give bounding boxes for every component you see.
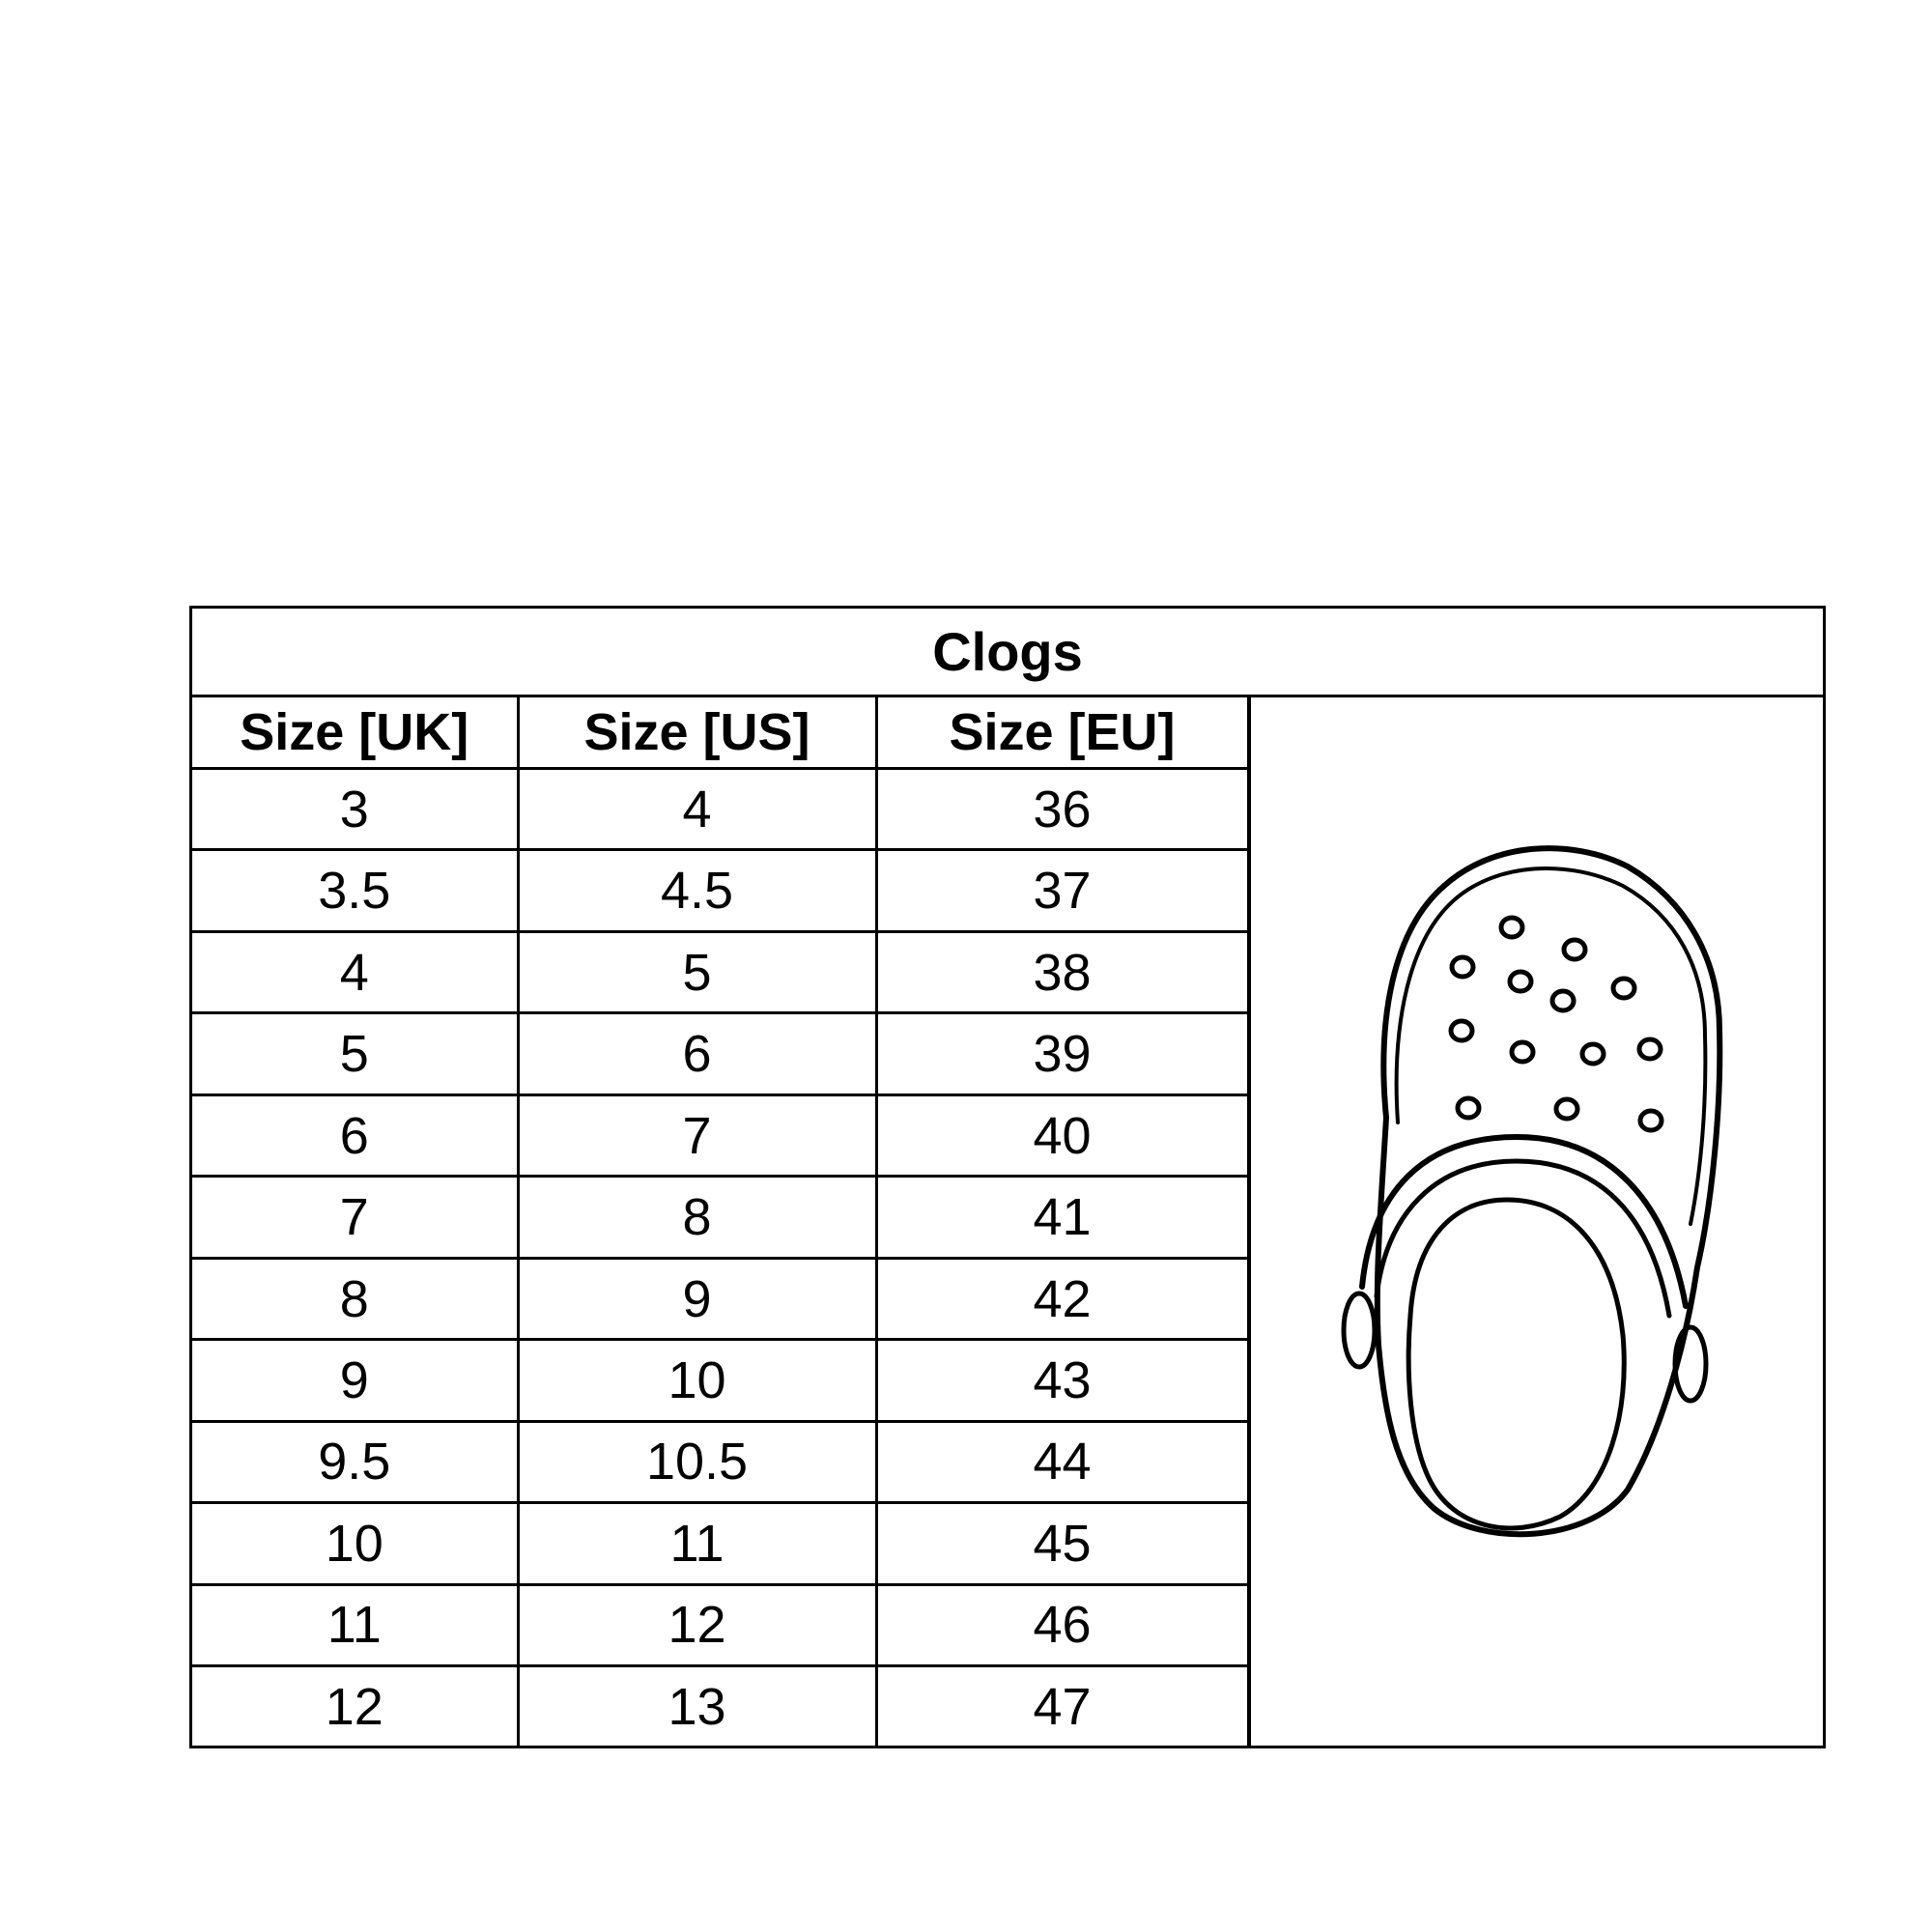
cell-us: 4 <box>518 769 876 850</box>
cell-eu: 43 <box>876 1340 1248 1421</box>
size-table <box>192 697 1250 1746</box>
table-row <box>192 1177 1248 1258</box>
illustration-panel <box>1248 697 1826 1746</box>
cell-us: 8 <box>518 1177 876 1258</box>
cell-us: 10 <box>518 1340 876 1421</box>
table-row <box>192 1503 1248 1584</box>
cell-uk: 9.5 <box>192 1421 518 1502</box>
column-header-eu: Size [EU] <box>876 697 1248 769</box>
clog-shoe-icon <box>1251 697 1826 1746</box>
cell-uk: 11 <box>192 1584 518 1665</box>
cell-uk: 10 <box>192 1503 518 1584</box>
cell-eu: 38 <box>876 931 1248 1012</box>
cell-eu: 37 <box>876 850 1248 931</box>
cell-eu: 44 <box>876 1421 1248 1502</box>
cell-us: 12 <box>518 1584 876 1665</box>
table-row <box>192 769 1248 850</box>
cell-us: 7 <box>518 1094 876 1176</box>
table-row <box>192 1584 1248 1665</box>
cell-us: 5 <box>518 931 876 1012</box>
cell-eu: 45 <box>876 1503 1248 1584</box>
cell-eu: 47 <box>876 1666 1248 1746</box>
table-row <box>192 931 1248 1012</box>
column-header-us: Size [US] <box>518 697 876 769</box>
cell-uk: 9 <box>192 1340 518 1421</box>
cell-us: 6 <box>518 1013 876 1094</box>
cell-uk: 12 <box>192 1666 518 1746</box>
cell-eu: 39 <box>876 1013 1248 1094</box>
table-row <box>192 1094 1248 1176</box>
cell-uk: 8 <box>192 1258 518 1339</box>
table-row <box>192 1013 1248 1094</box>
cell-us: 9 <box>518 1258 876 1339</box>
cell-uk: 3.5 <box>192 850 518 931</box>
cell-us: 11 <box>518 1503 876 1584</box>
cell-uk: 5 <box>192 1013 518 1094</box>
table-row <box>192 1666 1248 1746</box>
cell-uk: 4 <box>192 931 518 1012</box>
cell-uk: 7 <box>192 1177 518 1258</box>
cell-eu: 36 <box>876 769 1248 850</box>
cell-uk: 3 <box>192 769 518 850</box>
cell-eu: 46 <box>876 1584 1248 1665</box>
chart-title: Clogs <box>192 609 1823 697</box>
cell-us: 4.5 <box>518 850 876 931</box>
cell-eu: 41 <box>876 1177 1248 1258</box>
size-chart <box>189 606 1826 1748</box>
table-row <box>192 850 1248 931</box>
cell-eu: 40 <box>876 1094 1248 1176</box>
cell-us: 10.5 <box>518 1421 876 1502</box>
cell-eu: 42 <box>876 1258 1248 1339</box>
cell-uk: 6 <box>192 1094 518 1176</box>
header-row <box>192 697 1248 769</box>
table-row <box>192 1340 1248 1421</box>
table-row <box>192 1421 1248 1502</box>
table-row <box>192 1258 1248 1339</box>
cell-us: 13 <box>518 1666 876 1746</box>
column-header-uk: Size [UK] <box>192 697 518 769</box>
